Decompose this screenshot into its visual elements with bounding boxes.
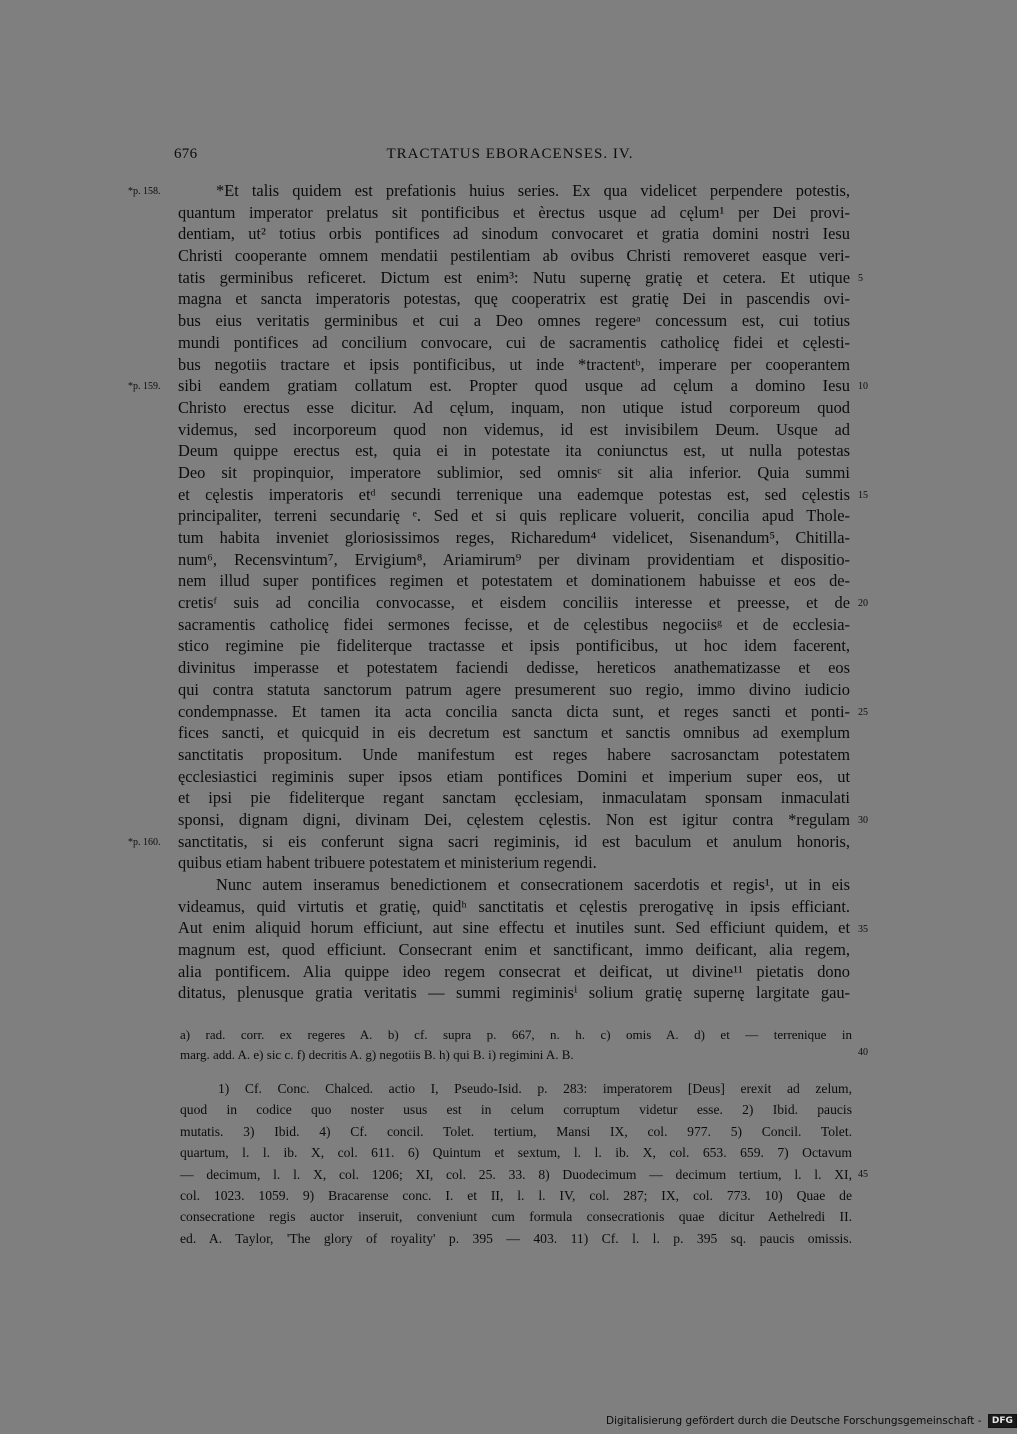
line-number: 10 [858,381,868,393]
text-line: Aut enim aliquid horum efficiunt, aut sine effectu et inutiles sunt. Sed efficiunt quidem, et [178,918,850,938]
note-line: — decimum, l. l. X, col. 1206; XI, col. 25. 33. 8) Duodecimum — decimum tertium, l. l. XI, [180,1166,852,1182]
note-line: ed. A. Taylor, 'The glory of royality' p. 395 — 403. 11) Cf. l. l. p. 395 sq. paucis omissis. [180,1230,852,1246]
text-line: Christo erectus esse dicitur. Ad cęlum, inquam, non utique istud corporeum quod [178,397,850,417]
running-header [174,146,846,168]
text-line: num⁶, Recensvintum⁷, Ervigium⁸, Ariamirum⁹ per divinam providentiam et dispositio- [178,549,850,569]
text-line: videamus, quid virtutis et gratię, quidʰ sanctitatis et cęlestis prerogativę in ipsis efficiant. [178,896,850,916]
text-line: mundi pontifices ad concilium convocare, cui de sacramentis catholicę fidei et cęlesti- [178,332,850,352]
text-line: dentiam, ut² totius orbis pontifices ad sinodum convocaret et gratia domini nostri Iesu [178,224,850,244]
text-line: et cęlestis imperatoris etᵈ secundi terrenique una eademque potestas est, sed cęlestis [178,484,850,504]
main-text [178,180,850,1004]
note-line: consecratione regis auctor inseruit, conveniunt cum formula consecrationis quae dicitur Aethelredi II. [180,1209,852,1225]
page-number: 676 [174,146,198,162]
text-line: fices sancti, et quicquid in eis decretum est sanctum et sanctis omnibus ad exemplum [178,723,850,743]
line-number: 25 [858,706,868,718]
text-line: quibus etiam habent tribuere potestatem et ministerium regendi. [178,853,597,873]
source-footnotes [180,1078,852,1249]
text-line: divinitus imperasse et potestatem faciendi dedisse, hereticos anathematizasse et eos [178,658,850,678]
text-line: sponsi, dignam digni, divinam Dei, cęlestem cęlestis. Non est igitur contra *regulam [178,809,850,829]
text-line: magna et sancta imperatoris potestas, quę cooperatrix est gratię Dei in pascendis ovi- [178,289,850,309]
note-line: 1) Cf. Conc. Chalced. actio I, Pseudo-Isid. p. 283: imperatorem [Deus] erexit ad zelum, [218,1081,852,1096]
note-line: col. 1023. 1059. 9) Bracarense conc. I. et II, l. l. IV, col. 287; IX, col. 773. 10) Quae de [180,1188,852,1204]
text-line: principaliter, terreni secundarię ᵉ. Sed et si quis replicare voluerit, concilia apud Thole- [178,506,850,526]
text-line: Deo sit propinquior, imperatore sublimior, sed omnisᶜ sit alia inferior. Quia summi [178,462,850,482]
text-line: cretisᶠ suis ad concilia convocasse, et eisdem conciliis interesse et preesse, et de [178,593,850,613]
text-line: ditatus, plenusque gratia veritatis — summi regiminisⁱ solium gratię supernę largitate gau- [178,983,850,1003]
note-line: a) rad. corr. ex regeres A. b) cf. supra p. 667, n. h. c) omis A. d) et — terrenique in [180,1027,852,1042]
text-line: quantum imperator prelatus sit pontificibus et èrectus usque ad cęlum¹ per Dei provi- [178,202,850,222]
text-line: sanctitatis, si eis conferunt signa sacri regiminis, id est baculum et anulum honoris, [178,831,850,851]
line-number: 40 [858,1047,868,1058]
text-line: sacramentis catholicę fidei sermones fecisse, et de cęlestibus negociisᵍ et de ecclesia- [178,614,850,634]
text-line: tum habita inveniet gloriosissimos reges, Richaredum⁴ videlicet, Sisenandum⁵, Chitilla- [178,528,850,547]
text-line: bus negotiis tractare et ipsis pontificibus, ut inde *tractentᵇ, imperare per cooperantem [178,354,850,374]
text-line: Deum quippe erectus est, quia ei in potestate ita coniunctus est, ut nulla potestas [178,441,850,461]
dfg-logo[interactable]: DFG [988,1414,1017,1428]
note-line: mutatis. 3) Ibid. 4) Cf. concil. Tolet. tertium, Mansi IX, col. 977. 5) Concil. Tolet. [180,1123,852,1139]
margin-page-ref: *p. 159. [128,381,161,393]
text-line: nem illud super pontifices regimen et potestatem et dominationem habuisse et eos de- [178,571,850,591]
running-title: TRACTATUS EBORACENSES. IV. [386,146,634,162]
line-number: 35 [858,923,868,935]
note-line: quartum, l. l. ib. X, col. 611. 6) Quintum et sextum, l. l. ib. X, col. 653. 659. 7) Octavum [180,1145,852,1161]
text-line: magnum est, quod efficiunt. Consecrant enim et sanctificant, immo deificant, alia regem, [178,940,850,960]
line-number: 45 [858,1169,868,1180]
line-number: 20 [858,598,868,610]
text-line: condempnasse. Et tamen ita acta concilia sancta dicta sunt, et reges sancti et ponti- [178,701,850,721]
critical-apparatus [180,1025,852,1065]
text-line: *Et talis quidem est prefationis huius series. Ex qua videlicet perpendere potestis, [216,181,850,200]
note-line: marg. add. A. e) sic c. f) decritis A. g) negotiis B. h) qui B. i) regimini A. B. [180,1047,574,1062]
line-number: 5 [858,272,863,284]
text-line: Christi cooperante omnem mendatii pestilentiam ab ovibus Christi removeret easque veri- [178,246,850,266]
text-line: Nunc autem inseramus benedictionem et consecrationem sacerdotis et regis¹, ut in eis [216,875,850,894]
funding-footer [606,1414,1017,1428]
text-line: et ipsi pie fideliterque regant sanctam ęcclesiam, inmaculatam sponsam inmaculati [178,788,850,808]
line-number: 15 [858,489,868,501]
text-line: bus eius veritatis germinibus et cui a Deo omnes regereᵃ concessum est, cui totius [178,311,850,331]
margin-page-ref: *p. 160. [128,837,161,848]
text-line: ęcclesiastici regiminis super ipsos etiam pontifices Domini et imperium super eos, ut [178,766,850,786]
text-line: tatis germinibus reficeret. Dictum est enim³: Nutu supernę gratię et cetera. Et utique [178,267,850,287]
text-line: sibi eandem gratiam collatum est. Propter quod usque ad cęlum a domino Iesu [178,376,850,396]
text-line: qui contra statuta sanctorum patrum agere presumerent suo regio, immo divino iudicio [178,679,850,699]
text-line: videmus, sed incorporeum quod non videmus, id est invisibilem Deum. Usque ad [178,419,850,439]
margin-page-ref: *p. 158. [128,186,161,197]
text-line: alia pontificem. Alia quippe ideo regem consecrat et deificat, ut divine¹¹ pietatis dono [178,961,850,981]
footer-text: Digitalisierung gefördert durch die Deutsche Forschungsgemeinschaft - [606,1415,982,1427]
text-line: sanctitatis propositum. Unde manifestum est reges habere sacrosanctam potestatem [178,744,850,764]
text-line: stico regimine pie fideliterque tractasse et ipsis pontificibus, ut hoc idem facerent, [178,636,850,656]
note-line: quod in codice quo noster usus est in celum corruptum videtur esse. 2) Ibid. paucis [180,1102,852,1118]
line-number: 30 [858,815,868,827]
